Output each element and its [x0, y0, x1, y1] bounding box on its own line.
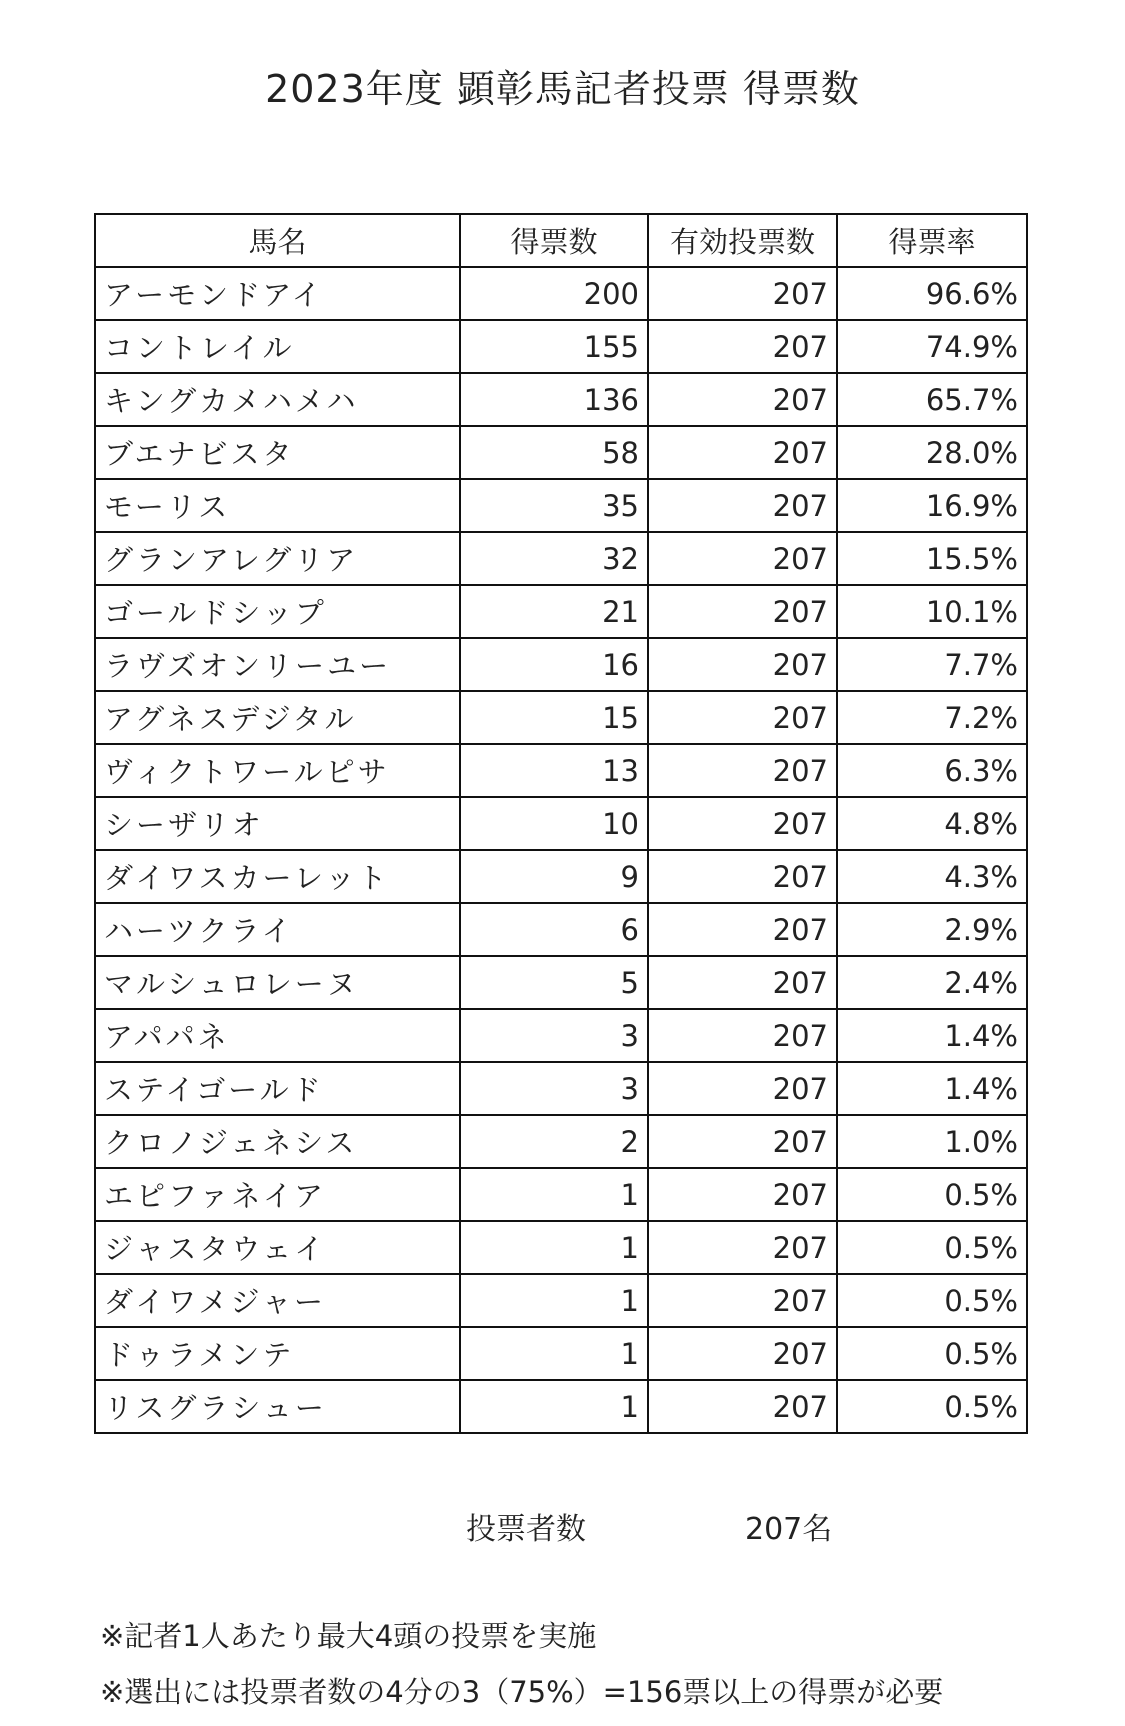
page-title: 2023年度 顕彰馬記者投票 得票数	[265, 67, 860, 111]
votes-cell: 155	[460, 320, 648, 373]
vote-rate-cell: 7.7%	[837, 638, 1027, 691]
vote-rate-cell: 0.5%	[837, 1221, 1027, 1274]
vote-rate-cell: 4.8%	[837, 797, 1027, 850]
table-row	[95, 267, 1027, 320]
valid-votes-cell: 207	[648, 956, 837, 1009]
votes-cell: 1	[460, 1221, 648, 1274]
horse-name-cell: アグネスデジタル	[95, 691, 460, 744]
table-row	[95, 426, 1027, 479]
horse-name-cell: ヴィクトワールピサ	[95, 744, 460, 797]
table-row	[95, 691, 1027, 744]
horse-name-cell: アーモンドアイ	[95, 267, 460, 320]
table-row	[95, 1009, 1027, 1062]
vote-rate-cell: 4.3%	[837, 850, 1027, 903]
table-row	[95, 850, 1027, 903]
valid-votes-cell: 207	[648, 479, 837, 532]
vote-rate-cell: 1.4%	[837, 1009, 1027, 1062]
horse-name-cell: アパパネ	[95, 1009, 460, 1062]
valid-votes-cell: 207	[648, 1062, 837, 1115]
vote-rate-cell: 2.4%	[837, 956, 1027, 1009]
vote-rate-cell: 0.5%	[837, 1168, 1027, 1221]
vote-rate-cell: 74.9%	[837, 320, 1027, 373]
header-votes: 得票数	[460, 214, 648, 267]
voter-count-value: 207名	[745, 1512, 833, 1547]
valid-votes-cell: 207	[648, 1274, 837, 1327]
table-row	[95, 903, 1027, 956]
table-row	[95, 1274, 1027, 1327]
votes-cell: 32	[460, 532, 648, 585]
valid-votes-cell: 207	[648, 1380, 837, 1433]
valid-votes-cell: 207	[648, 1115, 837, 1168]
horse-name-cell: マルシュロレーヌ	[95, 956, 460, 1009]
vote-rate-cell: 0.5%	[837, 1380, 1027, 1433]
votes-cell: 3	[460, 1062, 648, 1115]
valid-votes-cell: 207	[648, 320, 837, 373]
votes-cell: 6	[460, 903, 648, 956]
votes-cell: 1	[460, 1274, 648, 1327]
footnote: ※記者1人あたり最大4頭の投票を実施	[100, 1619, 597, 1653]
table-row	[95, 479, 1027, 532]
voter-count-label: 投票者数	[466, 1512, 586, 1547]
header-valid-votes: 有効投票数	[648, 214, 837, 267]
votes-cell: 21	[460, 585, 648, 638]
table-row	[95, 638, 1027, 691]
vote-rate-cell: 7.2%	[837, 691, 1027, 744]
footnotes	[100, 1608, 943, 1720]
horse-name-cell: ドゥラメンテ	[95, 1327, 460, 1380]
vote-results-table	[94, 213, 1028, 1434]
table-row	[95, 320, 1027, 373]
table-row	[95, 532, 1027, 585]
votes-cell: 58	[460, 426, 648, 479]
valid-votes-cell: 207	[648, 1009, 837, 1062]
horse-name-cell: コントレイル	[95, 320, 460, 373]
table-row	[95, 373, 1027, 426]
votes-cell: 136	[460, 373, 648, 426]
table-row	[95, 1062, 1027, 1115]
vote-rate-cell: 96.6%	[837, 267, 1027, 320]
horse-name-cell: クロノジェネシス	[95, 1115, 460, 1168]
vote-rate-cell: 0.5%	[837, 1327, 1027, 1380]
valid-votes-cell: 207	[648, 744, 837, 797]
votes-cell: 1	[460, 1380, 648, 1433]
valid-votes-cell: 207	[648, 532, 837, 585]
footnote: ※選出には投票者数の4分の3（75%）=156票以上の得票が必要	[100, 1675, 944, 1709]
horse-name-cell: ハーツクライ	[95, 903, 460, 956]
vote-rate-cell: 6.3%	[837, 744, 1027, 797]
votes-cell: 1	[460, 1168, 648, 1221]
horse-name-cell: ラヴズオンリーユー	[95, 638, 460, 691]
horse-name-cell: キングカメハメハ	[95, 373, 460, 426]
table-row	[95, 1221, 1027, 1274]
votes-cell: 2	[460, 1115, 648, 1168]
table-row	[95, 1115, 1027, 1168]
votes-cell: 16	[460, 638, 648, 691]
valid-votes-cell: 207	[648, 585, 837, 638]
vote-rate-cell: 1.4%	[837, 1062, 1027, 1115]
horse-name-cell: ステイゴールド	[95, 1062, 460, 1115]
vote-rate-cell: 28.0%	[837, 426, 1027, 479]
table-header-row	[95, 214, 1027, 267]
votes-cell: 13	[460, 744, 648, 797]
table-row	[95, 585, 1027, 638]
votes-cell: 10	[460, 797, 648, 850]
header-horse-name: 馬名	[95, 214, 460, 267]
vote-rate-cell: 2.9%	[837, 903, 1027, 956]
horse-name-cell: シーザリオ	[95, 797, 460, 850]
horse-name-cell: モーリス	[95, 479, 460, 532]
horse-name-cell: ダイワメジャー	[95, 1274, 460, 1327]
vote-rate-cell: 10.1%	[837, 585, 1027, 638]
table-row	[95, 1168, 1027, 1221]
valid-votes-cell: 207	[648, 903, 837, 956]
valid-votes-cell: 207	[648, 1327, 837, 1380]
vote-rate-cell: 16.9%	[837, 479, 1027, 532]
vote-rate-cell: 1.0%	[837, 1115, 1027, 1168]
valid-votes-cell: 207	[648, 850, 837, 903]
table-row	[95, 797, 1027, 850]
votes-cell: 1	[460, 1327, 648, 1380]
vote-rate-cell: 65.7%	[837, 373, 1027, 426]
horse-name-cell: エピファネイア	[95, 1168, 460, 1221]
votes-cell: 9	[460, 850, 648, 903]
table-row	[95, 744, 1027, 797]
votes-cell: 15	[460, 691, 648, 744]
votes-cell: 5	[460, 956, 648, 1009]
valid-votes-cell: 207	[648, 797, 837, 850]
valid-votes-cell: 207	[648, 638, 837, 691]
horse-name-cell: ゴールドシップ	[95, 585, 460, 638]
valid-votes-cell: 207	[648, 1168, 837, 1221]
votes-cell: 35	[460, 479, 648, 532]
horse-name-cell: ジャスタウェイ	[95, 1221, 460, 1274]
horse-name-cell: ブエナビスタ	[95, 426, 460, 479]
valid-votes-cell: 207	[648, 1221, 837, 1274]
table-row	[95, 1327, 1027, 1380]
votes-cell: 200	[460, 267, 648, 320]
valid-votes-cell: 207	[648, 691, 837, 744]
table-row	[95, 956, 1027, 1009]
table-row	[95, 1380, 1027, 1433]
valid-votes-cell: 207	[648, 373, 837, 426]
vote-rate-cell: 0.5%	[837, 1274, 1027, 1327]
votes-cell: 3	[460, 1009, 648, 1062]
horse-name-cell: ダイワスカーレット	[95, 850, 460, 903]
valid-votes-cell: 207	[648, 426, 837, 479]
horse-name-cell: リスグラシュー	[95, 1380, 460, 1433]
valid-votes-cell: 207	[648, 267, 837, 320]
vote-rate-cell: 15.5%	[837, 532, 1027, 585]
horse-name-cell: グランアレグリア	[95, 532, 460, 585]
header-vote-rate: 得票率	[837, 214, 1027, 267]
